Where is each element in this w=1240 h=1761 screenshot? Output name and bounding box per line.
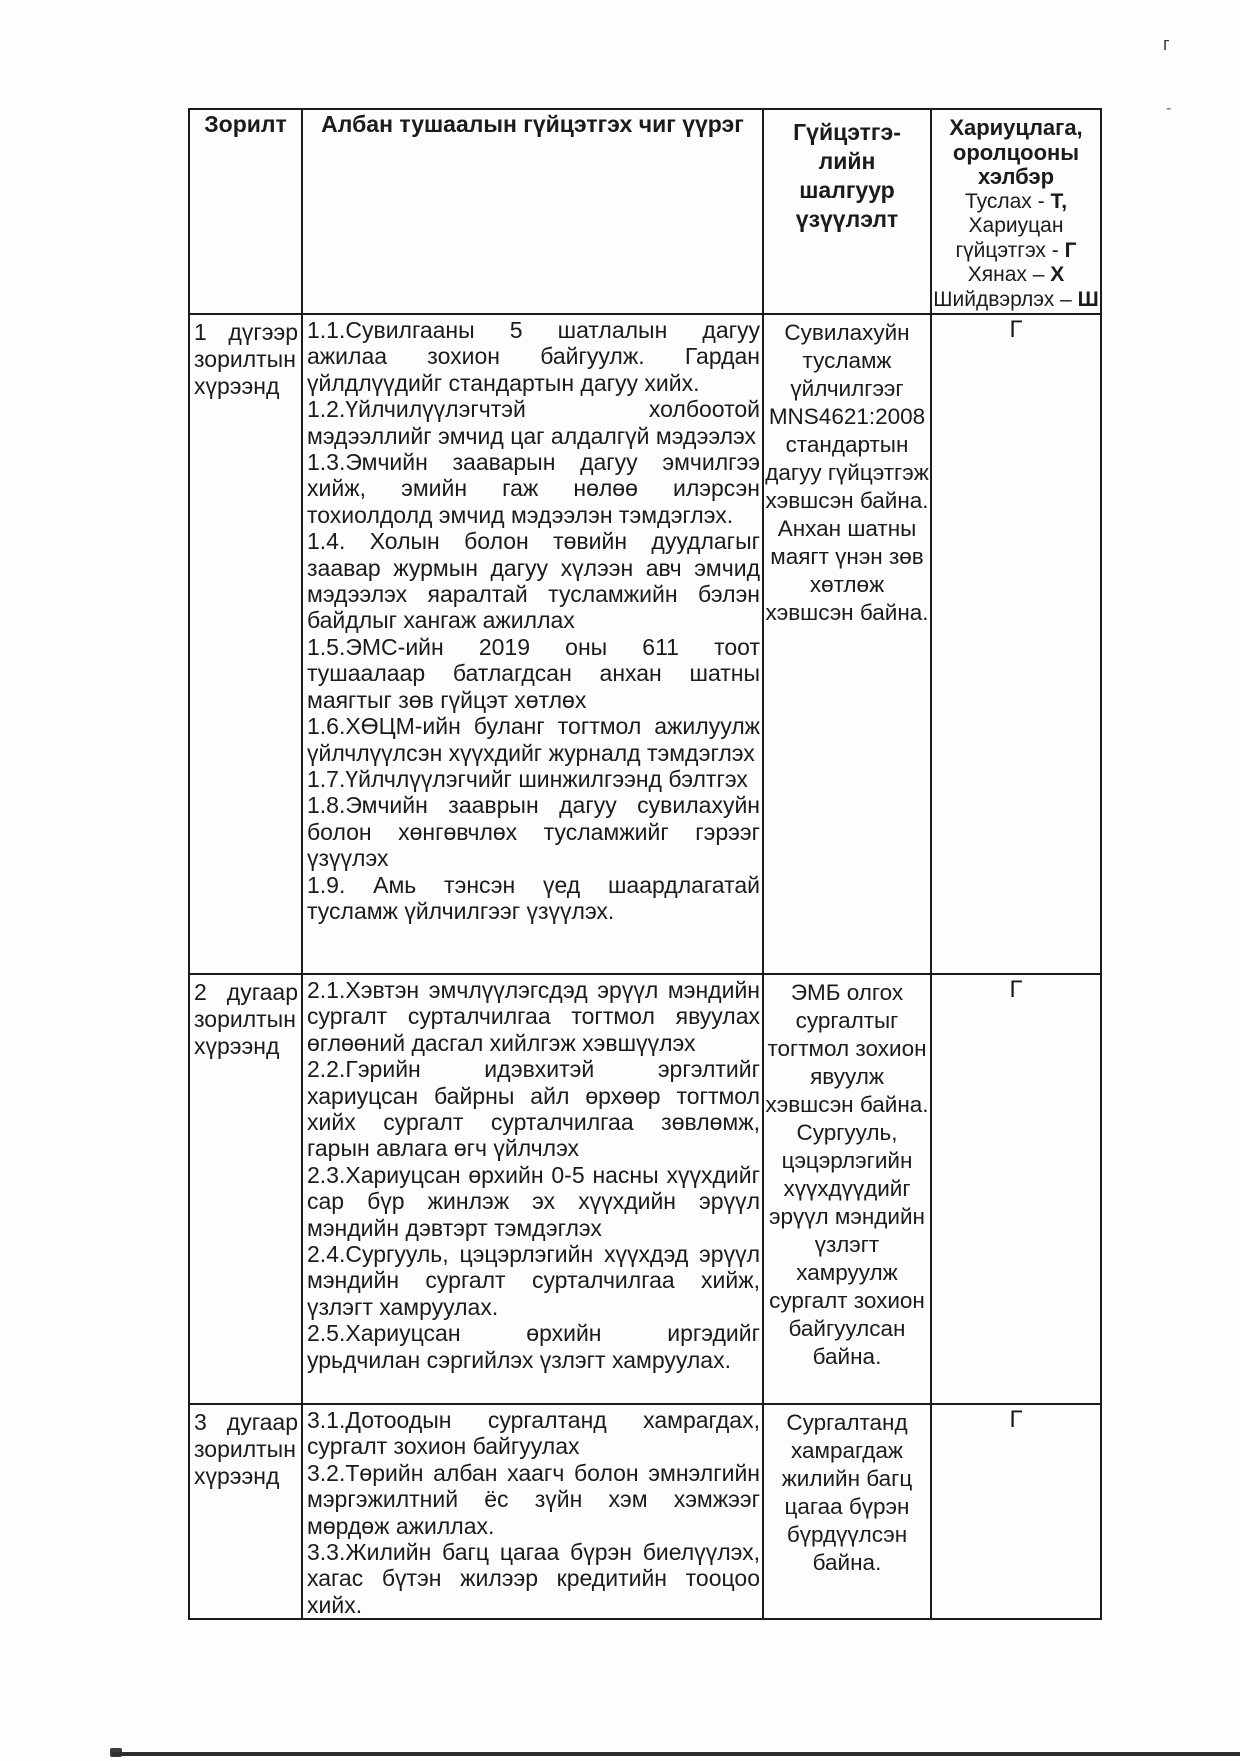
duty-table <box>188 108 1102 1620</box>
header-duties: Албан тушаалын гүйцэтгэх чиг үүрэг <box>302 109 763 314</box>
criteria-cell <box>763 314 931 974</box>
table-row <box>189 1404 1101 1619</box>
legend-item-text: Хянах – <box>967 263 1051 286</box>
legend-item <box>933 288 1099 313</box>
duty-paragraph: 3.3.Жилийн багц цагаа бүрэн биелүүлэх, хагас бүтэн жилээр кредитийн тооцоо хийх. <box>307 1539 760 1618</box>
duty-paragraph: 2.1.Хэвтэн эмчлүүлэгсдэд эрүүл мэндийн сургалт сурталчилгаа тогтмол явуулах өглөөний дасгал хийлгэж хэвшүүлэх <box>307 977 760 1056</box>
header-criteria-line: лийн <box>818 148 876 174</box>
criteria-paragraph: Анхан шатны маягт үнэн зөв хөтлөж хэвшсэн байна. <box>765 516 929 625</box>
legend-item <box>933 263 1099 288</box>
duties-cell <box>302 974 763 1404</box>
responsibility-cell: Г <box>931 974 1101 1404</box>
header-criteria-line: Гүйцэтгэ- <box>793 119 901 145</box>
header-criteria-line: шалгуур <box>799 177 895 203</box>
header-responsibility-title: Хариуцлага, оролцооны хэлбэр <box>949 115 1083 189</box>
table-row <box>189 314 1101 974</box>
duties-cell <box>302 314 763 974</box>
duty-paragraph: 2.2.Гэрийн идэвхитэй эргэлтийг хариуцсан байрны айл өрхөөр тогтмол хийх сургалт сурталчилгаа зөвлөмж, гарын авлага өгч үйлчлэх <box>307 1056 760 1162</box>
duty-paragraph: 2.5.Хариуцсан өрхийн иргэдийг урьдчилан сэргийлэх үзлэгт хамруулах. <box>307 1320 760 1373</box>
duty-paragraph: 1.4. Холын болон төвийн дуудлагыг заавар журмын дагуу хүлээн авч эмчид мэдээлэх яаралтай тусламжийн бэлэн байдлыг хангаж ажиллах <box>307 528 760 634</box>
header-row <box>189 109 1101 314</box>
duty-paragraph: 2.4.Сургууль, цэцэрлэгийн хүүхдэд эрүүл мэндийн сургалт сурталчилгаа хийж, үзлэгт хамруулах. <box>307 1241 760 1320</box>
criteria-paragraph: ЭМБ олгох сургалтыг тогтмол зохион явуулж хэвшсэн байна. <box>765 980 929 1117</box>
criteria-paragraph: Сувилахуйн тусламж үйлчилгээг MNS4621:2008 стандартын дагуу гүйцэтгэж хэвшсэн байна. <box>765 320 929 513</box>
scan-corner-dash: - <box>1166 100 1172 117</box>
responsibility-legend <box>933 190 1099 313</box>
duty-paragraph: 3.1.Дотоодын сургалтанд хамрагдах, сургалт зохион байгуулах <box>307 1407 760 1460</box>
goal-cell: 1 дүгээр зорилтын хүрээнд <box>189 314 302 974</box>
duty-paragraph: 1.2.Үйлчилүүлэгчтэй холбоотой мэдээллийг эмчид цаг алдалгүй мэдээлэх <box>307 396 760 449</box>
duty-paragraph: 1.3.Эмчийн зааварын дагуу эмчилгээ хийж, эмийн гаж нөлөө илэрсэн тохиолдолд эмчид мэдээлэн тэмдэглэх. <box>307 449 760 528</box>
criteria-cell <box>763 1404 931 1619</box>
legend-item-text: Хариуцан гүйцэтгэх - <box>955 214 1065 262</box>
header-goal: Зорилт <box>189 109 302 314</box>
duty-paragraph: 1.9. Амь тэнсэн үед шаардлагатай тусламж үйлчилгээг үзүүлэх. <box>307 871 760 924</box>
duties-cell <box>302 1404 763 1619</box>
duty-paragraph: 1.7.Үйлчлүүлэгчийг шинжилгээнд бэлтгэх <box>307 765 748 792</box>
legend-item-code: Ш <box>1077 287 1099 311</box>
responsibility-cell: Г <box>931 1404 1101 1619</box>
legend-item <box>933 190 1099 215</box>
table-row <box>189 974 1101 1404</box>
criteria-paragraph: Сургууль, цэцэрлэгийн хүүхдүүдийг эрүүл мэндийн үзлэгт хамруулж сургалт зохион байгуулсан байна. <box>769 1120 925 1369</box>
legend-item-code: Г <box>1064 238 1077 262</box>
header-criteria-lines <box>765 118 929 234</box>
duty-paragraph: 3.2.Төрийн албан хаагч болон эмнэлгийн мэргэжилтний ёс зүйн хэм хэмжээг мөрдөж ажиллах. <box>307 1459 760 1539</box>
duty-paragraph: 1.5.ЭМС-ийн 2019 оны 611 тоот тушаалаар батлагдсан анхан шатны маягтыг зөв гүйцэт хөтлөх <box>307 633 760 713</box>
legend-item-text: Шийдвэрлэх – <box>933 287 1078 311</box>
duty-paragraph: 2.3.Хариуцсан өрхийн 0-5 насны хүүхдийг сар бүр жинлэж эх хүүхдийн эрүүл мэндийн дэвтэрт тэмдэглэх <box>307 1161 760 1241</box>
header-responsibility <box>931 109 1101 314</box>
duty-paragraph: 1.1.Сувилгааны 5 шатлалын дагуу ажилаа зохион байгуулж. Гардан үйлдлүүдийг стандартын дагуу хийх. <box>307 317 760 396</box>
goal-cell: 3 дугаар зорилтын хүрээнд <box>189 1404 302 1619</box>
scan-corner-mark: г <box>1163 34 1170 54</box>
legend-item-code: Х <box>1050 263 1065 286</box>
legend-item <box>933 214 1099 263</box>
goal-cell: 2 дугаар зорилтын хүрээнд <box>189 974 302 1404</box>
duty-paragraph: 1.6.ХӨЦМ-ийн буланг тогтмол ажилуулж үйлчлүүлсэн хүүхдийг журналд тэмдэглэх <box>307 713 760 766</box>
header-criteria-line: үзүүлэлт <box>795 206 899 232</box>
responsibility-cell: Г <box>931 314 1101 974</box>
criteria-cell <box>763 974 931 1404</box>
header-criteria <box>763 109 931 314</box>
criteria-paragraph: Сургалтанд хамрагдаж жилийн багц цагаа бүрэн бүрдүүлсэн байна. <box>781 1410 913 1575</box>
duty-paragraph: 1.8.Эмчийн зааврын дагуу сувилахуйн болон хөнгөвчлөх тусламжийг гэрээг үзүүлэх <box>307 792 760 872</box>
legend-item-code: Т, <box>1050 189 1068 213</box>
legend-item-text: Туслах - <box>964 189 1051 213</box>
scan-artifact-line <box>112 1752 1240 1756</box>
